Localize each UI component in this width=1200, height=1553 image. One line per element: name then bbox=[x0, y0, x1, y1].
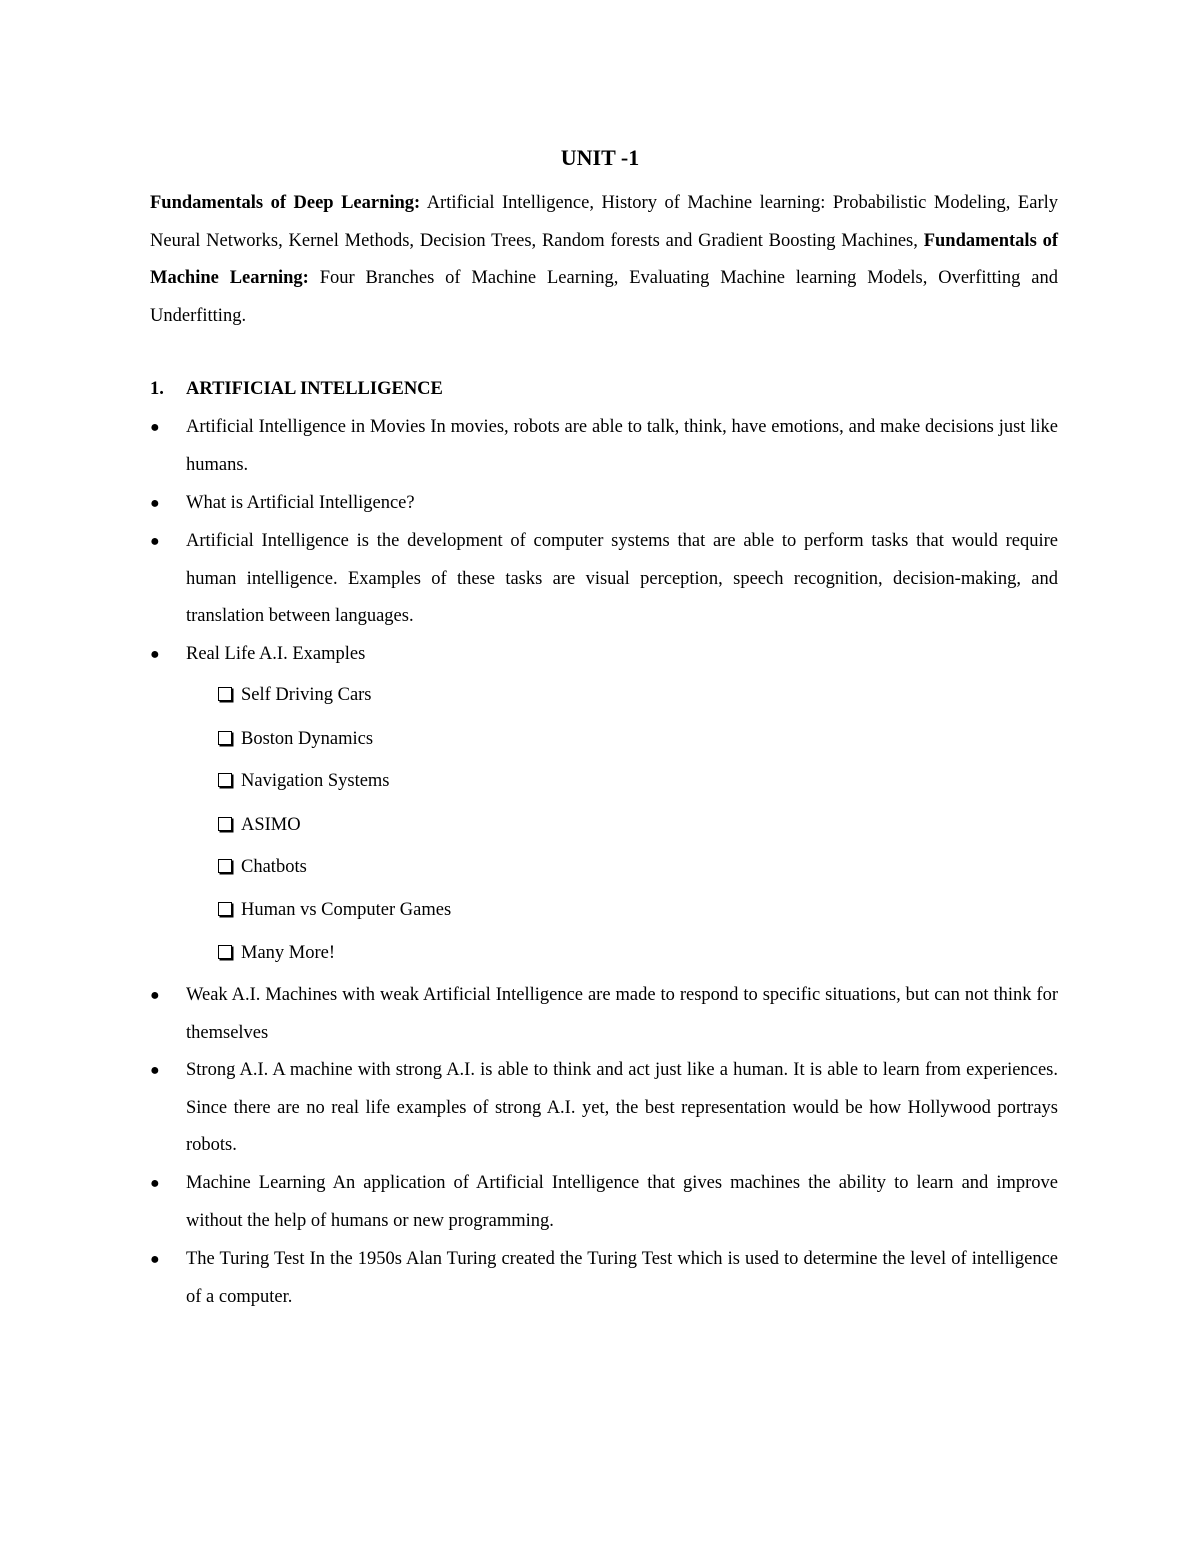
syllabus-heading-deep-learning: Fundamentals of Deep Learning: bbox=[150, 193, 421, 213]
section-number: 1. bbox=[150, 379, 164, 399]
bullet-text: Real Life A.I. Examples bbox=[186, 644, 366, 664]
example-item bbox=[218, 895, 451, 925]
bullet-icon: ● bbox=[150, 495, 160, 512]
section-heading bbox=[150, 374, 443, 404]
example-text: Navigation Systems bbox=[241, 771, 390, 791]
checkbox-square-icon bbox=[218, 817, 232, 831]
example-item bbox=[218, 852, 307, 882]
example-item bbox=[218, 810, 301, 840]
bullet-icon: ● bbox=[150, 1062, 160, 1079]
checkbox-square-icon bbox=[218, 773, 232, 787]
section-title: ARTIFICIAL INTELLIGENCE bbox=[186, 379, 443, 399]
bullet-text: What is Artificial Intelligence? bbox=[186, 493, 415, 513]
checkbox-square-icon bbox=[218, 687, 232, 701]
example-text: ASIMO bbox=[241, 815, 301, 835]
bullet-icon: ● bbox=[150, 987, 160, 1004]
bullet-icon: ● bbox=[150, 646, 160, 663]
example-text: Many More! bbox=[241, 943, 336, 963]
checkbox-square-icon bbox=[218, 945, 232, 959]
example-item bbox=[218, 680, 372, 710]
bullet-text: Strong A.I. A machine with strong A.I. is able to think and act just like a human. It is able to learn from experiences. Since there are no real life examples of strong A.I. yet, the best representation would be how Hollywood portrays robots. bbox=[186, 1060, 1058, 1155]
bullet-text: Weak A.I. Machines with weak Artificial Intelligence are made to respond to specific situations, but can not think for themselves bbox=[186, 985, 1058, 1043]
checkbox-square-icon bbox=[218, 859, 232, 873]
bullet-icon: ● bbox=[150, 1175, 160, 1192]
unit-title: UNIT -1 bbox=[560, 145, 640, 170]
syllabus-heading-machine-learning: Fundamentals of Machine Learning: bbox=[150, 230, 1058, 288]
example-item bbox=[218, 938, 335, 968]
bullet-text: Artificial Intelligence in Movies In movies, robots are able to talk, think, have emotions, and make decisions just like humans. bbox=[186, 417, 1058, 475]
syllabus-topics-machine-learning: Four Branches of Machine Learning, Evaluating Machine learning Models, Overfitting and Underfitting. bbox=[150, 268, 1058, 326]
example-text: Chatbots bbox=[241, 857, 307, 877]
bullet-text: Machine Learning An application of Artificial Intelligence that gives machines the ability to learn and improve without the help of humans or new programming. bbox=[186, 1173, 1058, 1231]
example-item bbox=[218, 766, 390, 796]
example-text: Self Driving Cars bbox=[241, 685, 372, 705]
checkbox-square-icon bbox=[218, 731, 232, 745]
syllabus-topics-deep-learning: Artificial Intelligence, History of Machine learning: Probabilistic Modeling, Early Neural Networks, Kernel Methods, Decision Trees, Random forests and Gradient Boosting Machines, bbox=[150, 193, 1058, 251]
bullet-text: Artificial Intelligence is the development of computer systems that are able to perform tasks that would require human intelligence. Examples of these tasks are visual perception, speech recognition, decision-making, and translation between languages. bbox=[186, 531, 1058, 626]
example-item bbox=[218, 724, 373, 754]
example-text: Human vs Computer Games bbox=[241, 900, 452, 920]
bullet-text: The Turing Test In the 1950s Alan Turing created the Turing Test which is used to determine the level of intelligence of a computer. bbox=[186, 1249, 1058, 1307]
example-text: Boston Dynamics bbox=[241, 729, 374, 749]
syllabus-paragraph bbox=[150, 185, 1058, 335]
bullet-icon: ● bbox=[150, 1251, 160, 1268]
bullet-icon: ● bbox=[150, 533, 160, 550]
bullet-icon: ● bbox=[150, 419, 160, 436]
checkbox-square-icon bbox=[218, 902, 232, 916]
